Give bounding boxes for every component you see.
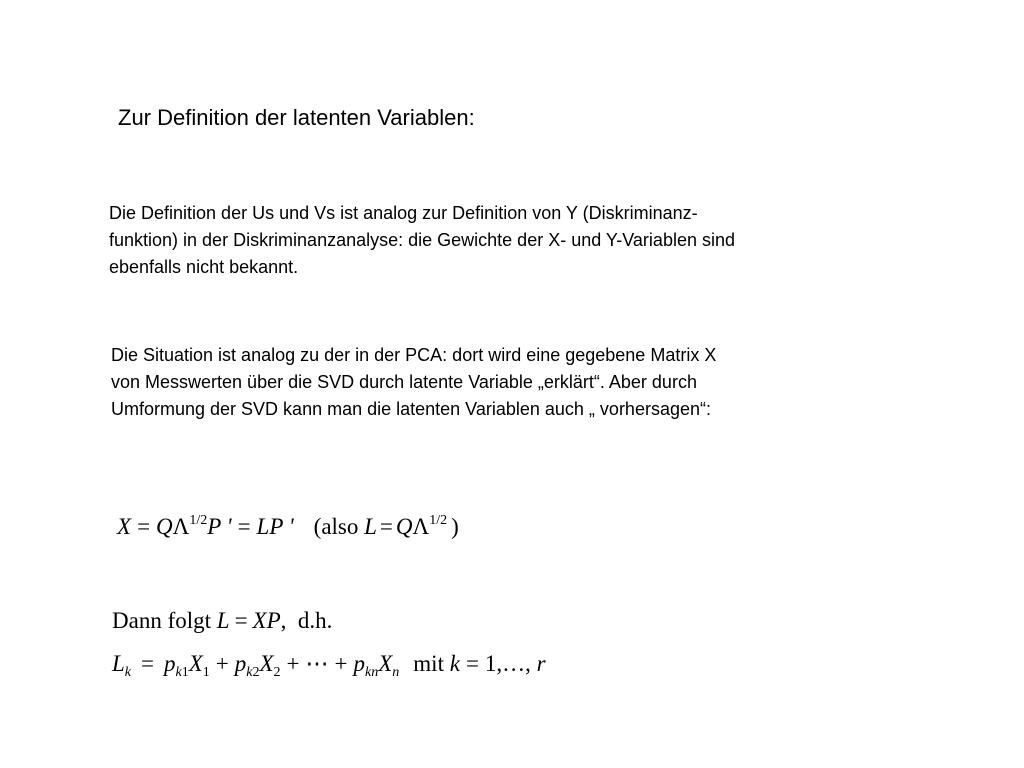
eq1-exponent: 1/2 — [189, 513, 208, 528]
eq1-equals-3: = — [379, 514, 393, 539]
eq3-dots: ⋯ — [305, 651, 329, 676]
paragraph-1-line-2: funktion) in der Diskriminanzanalyse: die Gewichte der X- und Y-Variablen sind — [109, 230, 735, 250]
eq3-plus-2: + — [286, 651, 300, 676]
eq1-equals: = — [137, 514, 151, 539]
paragraph-2-line-3: Umformung der SVD kann man die latenten Variablen auch „ vorhersagen“: — [111, 399, 711, 419]
eq2-equals: = — [234, 608, 248, 633]
eq3-l: L — [112, 651, 125, 676]
eq3-mit: mit — [413, 651, 444, 676]
eq2-l: L — [216, 608, 230, 633]
eq1-exponent-2: 1/2 — [429, 513, 448, 528]
eq3-p2: p — [234, 651, 247, 676]
eq1-q: Q — [156, 514, 173, 539]
eq3-plus-3: + — [334, 651, 348, 676]
eq3-plus-1: + — [215, 651, 229, 676]
eq1-also: (also — [313, 514, 359, 539]
eq1-lp-prime: LP ' — [256, 514, 294, 539]
eq1-close-paren: ) — [451, 514, 459, 539]
paragraph-1-line-3: ebenfalls nicht bekannt. — [109, 257, 299, 277]
eq3-xn: X — [378, 651, 393, 676]
eq1-q-2: Q — [395, 514, 413, 539]
eq1-p-prime: P ' — [207, 514, 232, 539]
eq3-p2-sub-n: 2 — [252, 665, 260, 680]
eq1-l: L — [364, 514, 377, 539]
eq2-suffix: d.h. — [297, 608, 333, 633]
eq3-k: k — [449, 651, 460, 676]
paragraph-1-line-1: Die Definition der Us und Vs ist analog zur Definition von Y (Diskriminanz- — [109, 203, 698, 223]
eq3-p1: p — [164, 651, 176, 676]
eq2-xp: XP — [252, 608, 281, 633]
eq3-x2-sub: 2 — [273, 665, 281, 680]
eq3-p1-sub-n: 1 — [181, 665, 189, 680]
paragraph-2-line-1: Die Situation ist analog zu der in der PCA: dort wird eine gegebene Matrix X — [111, 345, 717, 365]
equation-svd-decomposition — [117, 512, 459, 542]
equation-then-follows — [112, 606, 332, 636]
eq3-p1-sub-k: k — [175, 665, 182, 680]
eq3-pn: p — [353, 651, 366, 676]
eq2-comma: , — [280, 608, 287, 633]
eq1-lambda-2: Λ — [412, 514, 430, 539]
paragraph-pca-analogy — [111, 342, 716, 423]
eq1-x: X — [117, 514, 132, 539]
eq1-lambda: Λ — [172, 514, 190, 539]
eq3-x2: X — [259, 651, 274, 676]
eq3-range: 1,…, — [484, 651, 531, 676]
eq3-x1: X — [188, 651, 203, 676]
eq3-equals-2: = — [465, 651, 479, 676]
slide-heading: Zur Definition der latenten Variablen: — [118, 105, 475, 130]
eq3-l-sub: k — [124, 665, 132, 680]
paragraph-2-line-2: von Messwerten über die SVD durch latente Variable „erklärt“. Aber durch — [111, 372, 697, 392]
eq3-p2-sub-k: k — [246, 665, 253, 680]
paragraph-discriminant-analogy — [109, 200, 735, 281]
eq2-prefix: Dann folgt — [112, 608, 212, 633]
eq3-xn-sub: n — [392, 665, 400, 680]
eq3-r: r — [536, 651, 546, 676]
eq1-equals-2: = — [237, 514, 251, 539]
equation-linear-combination — [112, 649, 546, 679]
eq3-x1-sub: 1 — [202, 665, 210, 680]
eq3-pn-sub: kn — [365, 665, 379, 680]
eq3-equals: = — [141, 651, 154, 676]
